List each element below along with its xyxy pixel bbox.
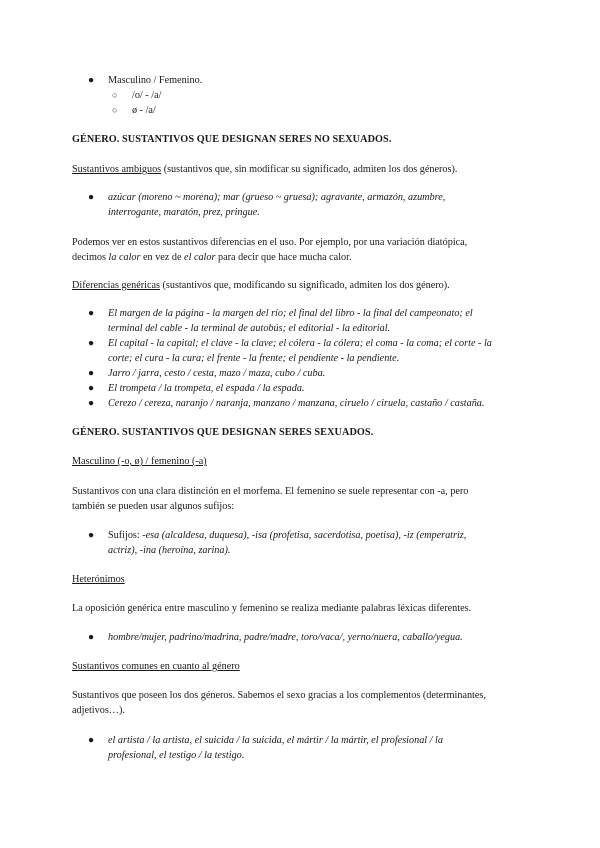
bullet-icon: ● [88, 338, 95, 349]
list-item: ● El trompeta / la trompeta, el espada / la espada. [88, 383, 305, 394]
list-item: ● Masculino / Femenino. [88, 75, 203, 86]
bullet-icon: ● [88, 735, 95, 746]
paragraph: Sustantivos con una clara distinción en el morfema. El femenino se suele representar con -a, pero también se pueden usar algunos sufijos: [72, 486, 469, 512]
list-item: ● Cerezo / cereza, naranjo / naranja, manzano / manzana, ciruelo / ciruela, castaño / castaña. [88, 398, 485, 409]
subheading: Heterónimos [72, 574, 125, 585]
bullet-icon: ● [88, 383, 95, 394]
list-item: ● Jarro / jarra, cesto / cesta, mazo / maza, cubo / cuba. [88, 368, 326, 379]
bullet-icon: ● [88, 308, 95, 319]
bullet-icon: ● [88, 530, 95, 541]
list-item: ● el artista / la artista, el suicida / la suicida, el mártir / la mártir, el profesional / la profesional, el testigo / la testigo. [88, 735, 443, 761]
bullet-icon: ● [88, 75, 95, 86]
subheading: Masculino (-o, ø) / femenino (-a) [72, 456, 207, 467]
subheading: Sustantivos comunes en cuanto al género [72, 661, 240, 672]
bullet-icon: ● [88, 632, 95, 643]
bullet-icon: ● [88, 368, 95, 379]
list-item: ● azúcar (moreno ~ morena); mar (grueso ~ gruesa); agravante, armazón, azumbre, interrogante, maratón, prez, pringue. [88, 192, 446, 218]
list-item: ● El margen de la página - la margen del río; el final del libro - la final del campeonato; el terminal del cable - la terminal de autobús; el editorial - la editorial. [88, 308, 473, 334]
sub-list-item: ○ /o/ - /a/ [112, 90, 162, 101]
bullet-icon: ● [88, 398, 95, 409]
sub-list-item: ○ ø - /a/ [112, 105, 156, 116]
subheading: Sustantivos ambiguos [72, 164, 162, 175]
paragraph: Podemos ver en estos sustantivos diferencias en el uso. Por ejemplo, por una variación diatópica, decimos la calor en vez de el calor para decir que hace mucha calor. [72, 237, 468, 263]
paragraph: Diferencias genéricas (sustantivos que, modificando su significado, admiten los dos género). [72, 280, 450, 291]
list-item: ● Sufijos: -esa (alcaldesa, duquesa), -isa (profetisa, sacerdotisa, poetisa), -iz (emperatriz, actriz), -ina (heroína, zarina). [88, 530, 467, 556]
circle-bullet-icon: ○ [112, 90, 118, 100]
subheading: Diferencias genéricas [72, 280, 160, 291]
bullet-icon: ● [88, 192, 95, 203]
section-heading: GÉNERO. SUSTANTIVOS QUE DESIGNAN SERES NO SEXUADOS. [72, 134, 392, 145]
list-item: ● El capital - la capital; el clave - la clave; el cólera - la cólera; el coma - la coma; el corte - la corte; el cura - la cura; el frente - la frente; el pendiente - la pendiente. [88, 338, 492, 364]
list-item: ● hombre/mujer, padrino/madrina, padre/madre, toro/vaca/, yerno/nuera, caballo/yegua. [88, 632, 463, 643]
circle-bullet-icon: ○ [112, 105, 118, 115]
paragraph: Sustantivos ambiguos (sustantivos que, sin modificar su significado, admiten los dos géneros). [72, 164, 458, 175]
paragraph: Sustantivos que poseen los dos géneros. Sabemos el sexo gracias a los complementos (determinantes, adjetivos…). [72, 690, 486, 716]
section-heading: GÉNERO. SUSTANTIVOS QUE DESIGNAN SERES SEXUADOS. [72, 427, 374, 438]
paragraph: La oposición genérica entre masculino y femenino se realiza mediante palabras léxicas diferentes. [72, 603, 472, 614]
